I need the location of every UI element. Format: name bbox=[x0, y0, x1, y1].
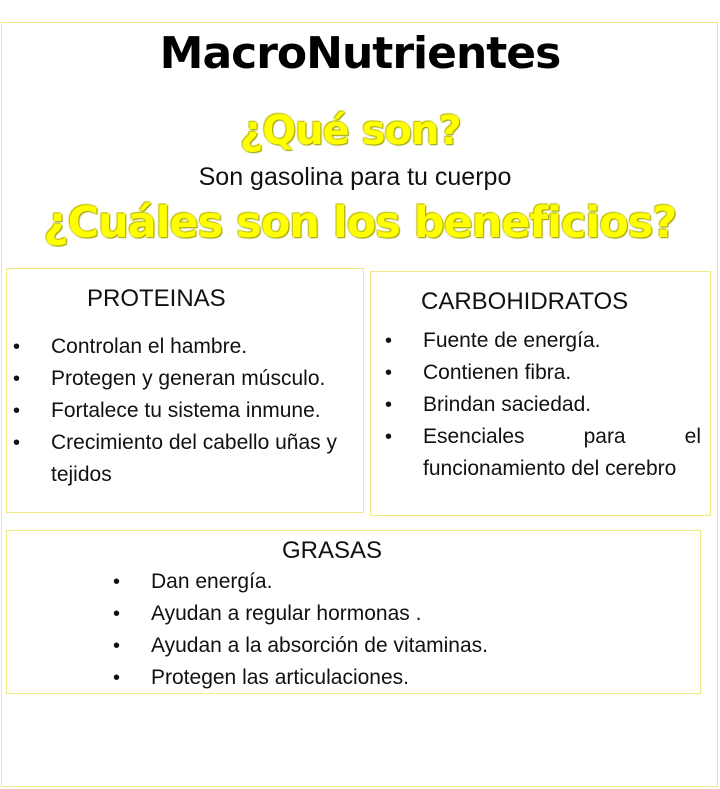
proteinas-box bbox=[6, 268, 364, 513]
question-what-are: ¿Qué son? bbox=[240, 108, 461, 154]
list-item: • Esenciales para el funcionamiento del cerebro bbox=[379, 421, 701, 485]
list-item: • Ayudan a la absorción de vitaminas. bbox=[107, 630, 667, 662]
list-item: • Protegen las articulaciones. bbox=[107, 662, 667, 694]
list-item: • Contienen fibra. bbox=[379, 357, 701, 389]
page-title: MacroNutrientes bbox=[159, 28, 561, 79]
list-item: • Crecimiento del cabello uñas y tejidos bbox=[7, 427, 367, 491]
list-item: • Ayudan a regular hormonas . bbox=[107, 598, 667, 630]
grasas-box bbox=[6, 530, 701, 694]
proteinas-heading: PROTEINAS bbox=[87, 285, 226, 312]
carbohidratos-list bbox=[379, 325, 701, 485]
proteinas-list bbox=[7, 331, 367, 491]
list-item: • Brindan saciedad. bbox=[379, 389, 701, 421]
list-item: • Fortalece tu sistema inmune. bbox=[7, 395, 367, 427]
question-benefits: ¿Cuáles son los beneficios? bbox=[43, 198, 677, 248]
list-item: • Dan energía. bbox=[107, 566, 667, 598]
list-item: • Controlan el hambre. bbox=[7, 331, 367, 363]
grasas-list bbox=[107, 566, 667, 694]
carbohidratos-heading: CARBOHIDRATOS bbox=[421, 288, 629, 315]
list-item: • Fuente de energía. bbox=[379, 325, 701, 357]
answer-text: Son gasolina para tu cuerpo bbox=[198, 163, 512, 191]
carbohidratos-box bbox=[370, 271, 711, 516]
grasas-heading: GRASAS bbox=[282, 537, 383, 564]
list-item: • Protegen y generan músculo. bbox=[7, 363, 367, 395]
